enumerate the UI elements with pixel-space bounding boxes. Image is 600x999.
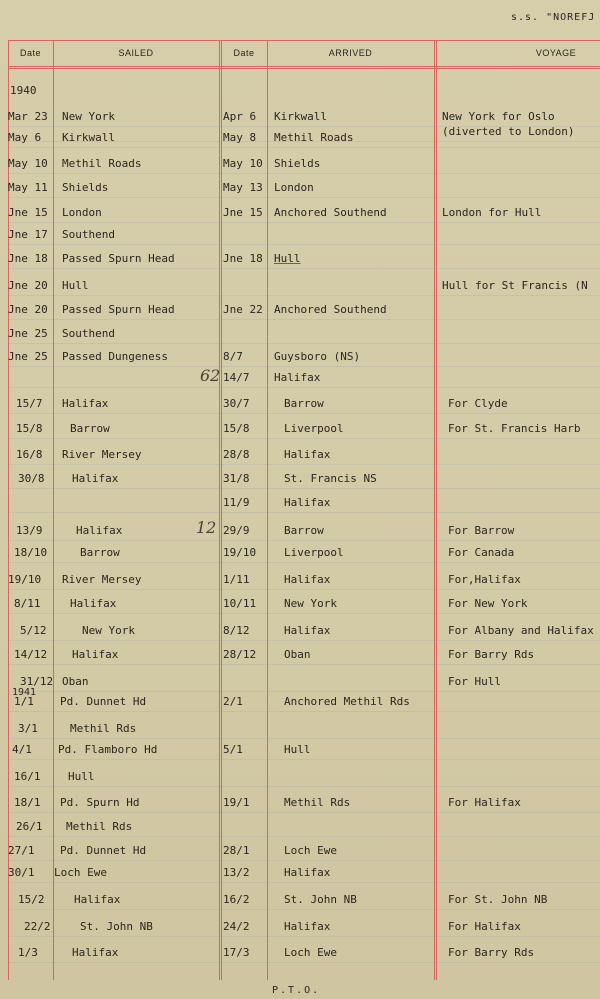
arrived-date: 24/2 xyxy=(223,920,250,933)
sailed-date: May 11 xyxy=(8,181,48,194)
sailed-port: New York xyxy=(62,110,115,123)
sailed-date: 8/11 xyxy=(14,597,41,610)
row-rule xyxy=(8,562,600,563)
row-rule xyxy=(8,613,600,614)
arrived-date: 15/8 xyxy=(223,422,250,435)
sailed-date: 27/1 xyxy=(8,844,35,857)
arrived-date: 28/8 xyxy=(223,448,250,461)
sailed-date: 31/12 xyxy=(20,675,54,688)
sailed-date: Mar 23 xyxy=(8,110,48,123)
arrived-port: Loch Ewe xyxy=(284,946,337,959)
row-rule xyxy=(8,836,600,837)
sailed-port: Southend xyxy=(62,327,115,340)
sailed-port: Halifax xyxy=(74,893,121,906)
sailed-port: Oban xyxy=(62,675,89,688)
sailed-date: Jne 20 xyxy=(8,279,48,292)
arrived-port: Halifax xyxy=(284,448,331,461)
row-rule xyxy=(8,147,600,148)
voyage-note: For Barry Rds xyxy=(448,648,535,661)
arrived-date: May 8 xyxy=(223,131,257,144)
sailed-port: Halifax xyxy=(72,648,119,661)
header-date-arrived: Date xyxy=(233,48,255,58)
sailed-date: Jne 20 xyxy=(8,303,48,316)
arrived-port: Halifax xyxy=(284,573,331,586)
row-rule xyxy=(8,438,600,439)
arrived-port: Halifax xyxy=(284,920,331,933)
sailed-port: Pd. Dunnet Hd xyxy=(60,844,147,857)
row-rule xyxy=(8,936,600,937)
arrived-date: 11/9 xyxy=(223,496,250,509)
sailed-port: Loch Ewe xyxy=(54,866,107,879)
arrived-port: Hull xyxy=(274,252,301,265)
arrived-port: Shields xyxy=(274,157,321,170)
sailed-date: 16/8 xyxy=(16,448,43,461)
sailed-date: 4/1 xyxy=(12,743,32,756)
row-rule xyxy=(8,343,600,344)
arrived-port: Halifax xyxy=(284,496,331,509)
arrived-port: Anchored Southend xyxy=(274,206,387,219)
sailed-port: Passed Spurn Head xyxy=(62,303,175,316)
voyage-note: For Canada xyxy=(448,546,515,559)
rule-header-bottom xyxy=(8,66,600,67)
voyage-note: Hull for St Francis (N xyxy=(442,279,588,292)
sailed-date: Jne 25 xyxy=(8,350,48,363)
row-rule xyxy=(8,268,600,269)
voyage-note: (diverted to London) xyxy=(442,125,575,138)
arrived-date: 16/2 xyxy=(223,893,250,906)
sailed-date: 3/1 xyxy=(18,722,38,735)
sailed-date: Jne 25 xyxy=(8,327,48,340)
row-rule xyxy=(8,711,600,712)
row-rule xyxy=(8,738,600,739)
sailed-date: 18/10 xyxy=(14,546,48,559)
row-rule xyxy=(8,589,600,590)
sailed-port: Hull xyxy=(68,770,95,783)
row-rule xyxy=(8,413,600,414)
row-rule xyxy=(8,540,600,541)
arrived-date: Jne 18 xyxy=(223,252,263,265)
rule-after-sailed-double xyxy=(221,40,222,980)
arrived-date: 28/1 xyxy=(223,844,250,857)
arrived-port: St. John NB xyxy=(284,893,357,906)
sailed-port: Methil Rds xyxy=(70,722,137,735)
sailed-date: 19/10 xyxy=(8,573,42,586)
arrived-port: Anchored Southend xyxy=(274,303,387,316)
arrived-date: 28/12 xyxy=(223,648,257,661)
row-rule xyxy=(8,882,600,883)
voyage-note: New York for Oslo xyxy=(442,110,555,123)
sailed-port: Pd. Flamboro Hd xyxy=(58,743,158,756)
voyage-note: London for Hull xyxy=(442,206,542,219)
arrived-date: May 10 xyxy=(223,157,263,170)
sailed-date: 13/9 xyxy=(16,524,43,537)
row-rule xyxy=(8,366,600,367)
sailed-date: 22/2 xyxy=(24,920,51,933)
voyage-note: For St. John NB xyxy=(448,893,548,906)
arrived-port: New York xyxy=(284,597,337,610)
voyage-note: For Barry Rds xyxy=(448,946,535,959)
header-sailed: SAILED xyxy=(118,48,154,58)
voyage-note: For Halifax xyxy=(448,796,521,809)
row-rule xyxy=(8,691,600,692)
arrived-port: Methil Rds xyxy=(284,796,351,809)
arrived-port: Hull xyxy=(284,743,311,756)
row-rule xyxy=(8,812,600,813)
sailed-port: Hull xyxy=(62,279,89,292)
arrived-date: 1/11 xyxy=(223,573,250,586)
sailed-date: 15/7 xyxy=(16,397,43,410)
sailed-date: Jne 15 xyxy=(8,206,48,219)
row-rule xyxy=(8,197,600,198)
sailed-port: London xyxy=(62,206,102,219)
arrived-date: May 13 xyxy=(223,181,263,194)
voyage-note: For,Halifax xyxy=(448,573,521,586)
arrived-port: Barrow xyxy=(284,524,324,537)
arrived-port: Loch Ewe xyxy=(284,844,337,857)
arrived-date: 13/2 xyxy=(223,866,250,879)
voyage-note: For Barrow xyxy=(448,524,515,537)
arrived-date: Apr 6 xyxy=(223,110,257,123)
sailed-date: May 6 xyxy=(8,131,42,144)
arrived-date: 31/8 xyxy=(223,472,250,485)
arrived-port: Oban xyxy=(284,648,311,661)
arrived-port: Kirkwall xyxy=(274,110,327,123)
row-rule xyxy=(8,860,600,861)
sailed-port: Barrow xyxy=(70,422,110,435)
header-arrived: ARRIVED xyxy=(328,48,373,58)
sailed-port: Passed Dungeness xyxy=(62,350,168,363)
sailed-date: 15/8 xyxy=(16,422,43,435)
sailed-port: Pd. Spurn Hd xyxy=(60,796,140,809)
arrived-date: 8/12 xyxy=(223,624,250,637)
row-rule xyxy=(8,512,600,513)
row-rule xyxy=(8,387,600,388)
sailed-port: Pd. Dunnet Hd xyxy=(60,695,147,708)
sailed-date: Jne 18 xyxy=(8,252,48,265)
row-rule xyxy=(8,962,600,963)
arrived-date: 10/11 xyxy=(223,597,257,610)
sailed-port: Shields xyxy=(62,181,109,194)
arrived-date: 17/3 xyxy=(223,946,250,959)
sailed-date: 14/12 xyxy=(14,648,48,661)
arrived-date: 19/10 xyxy=(223,546,257,559)
arrived-port: Liverpool xyxy=(284,422,344,435)
voyage-note: For St. Francis Harb xyxy=(448,422,581,435)
sailed-date: 1/3 xyxy=(18,946,38,959)
sailed-date: 18/1 xyxy=(14,796,41,809)
handwritten-note: 12 xyxy=(196,518,217,537)
row-rule xyxy=(8,222,600,223)
header-voyage: VOYAGE xyxy=(535,48,577,58)
arrived-port: Halifax xyxy=(274,371,321,384)
sailed-port: Halifax xyxy=(76,524,123,537)
sailed-port: River Mersey xyxy=(62,448,142,461)
rule-after-sailed xyxy=(219,40,220,980)
arrived-port: Guysboro (NS) xyxy=(274,350,361,363)
row-rule xyxy=(8,173,600,174)
sailed-port: River Mersey xyxy=(62,573,142,586)
rule-after-date1 xyxy=(53,40,54,980)
sailed-date: 1/1 xyxy=(14,695,34,708)
voyage-note: For Albany and Halifax xyxy=(448,624,594,637)
voyage-note: For New York xyxy=(448,597,528,610)
arrived-date: Jne 22 xyxy=(223,303,263,316)
page-turn-note: P.T.O. xyxy=(272,985,321,996)
sailed-date: 30/8 xyxy=(18,472,45,485)
sailed-port: Southend xyxy=(62,228,115,241)
sailed-date: Jne 17 xyxy=(8,228,48,241)
sailed-port: Halifax xyxy=(70,597,117,610)
year-1941: 1941 xyxy=(12,687,37,698)
rule-after-date2 xyxy=(267,40,268,980)
row-rule xyxy=(8,759,600,760)
rule-top xyxy=(8,40,600,41)
row-rule xyxy=(8,909,600,910)
sailed-port: Halifax xyxy=(72,472,119,485)
sailed-date: 15/2 xyxy=(18,893,45,906)
arrived-date: 2/1 xyxy=(223,695,243,708)
sailed-port: Barrow xyxy=(80,546,120,559)
arrived-port: Barrow xyxy=(284,397,324,410)
row-rule xyxy=(8,664,600,665)
arrived-date: 5/1 xyxy=(223,743,243,756)
row-rule xyxy=(8,319,600,320)
row-rule xyxy=(8,244,600,245)
sailed-date: 16/1 xyxy=(14,770,41,783)
row-rule xyxy=(8,640,600,641)
arrived-date: 30/7 xyxy=(223,397,250,410)
arrived-date: 8/7 xyxy=(223,350,243,363)
sailed-date: 26/1 xyxy=(16,820,43,833)
arrived-date: 19/1 xyxy=(223,796,250,809)
sailed-date: 5/12 xyxy=(20,624,47,637)
sailed-port: St. John NB xyxy=(80,920,153,933)
row-rule xyxy=(8,786,600,787)
row-rule xyxy=(8,488,600,489)
sailed-port: New York xyxy=(82,624,135,637)
arrived-port: St. Francis NS xyxy=(284,472,377,485)
arrived-date: 14/7 xyxy=(223,371,250,384)
voyage-note: For Hull xyxy=(448,675,501,688)
arrived-port: London xyxy=(274,181,314,194)
header-date-sailed: Date xyxy=(19,48,41,58)
row-rule xyxy=(8,464,600,465)
row-rule xyxy=(8,295,600,296)
arrived-date: Jne 15 xyxy=(223,206,263,219)
sailed-port: Kirkwall xyxy=(62,131,115,144)
arrived-port: Halifax xyxy=(284,866,331,879)
sailed-date: May 10 xyxy=(8,157,48,170)
sailed-port: Halifax xyxy=(72,946,119,959)
arrived-date: 29/9 xyxy=(223,524,250,537)
sailed-port: Halifax xyxy=(62,397,109,410)
sailed-port: Passed Spurn Head xyxy=(62,252,175,265)
rule-header-bottom-double xyxy=(8,68,600,69)
arrived-port: Methil Roads xyxy=(274,131,354,144)
year-1940: 1940 xyxy=(10,84,37,97)
rule-after-arrived xyxy=(434,40,435,980)
sailed-date: 30/1 xyxy=(8,866,35,879)
handwritten-note: 62 xyxy=(200,366,221,385)
voyage-note: For Halifax xyxy=(448,920,521,933)
ship-title: s.s. "NOREFJ xyxy=(511,12,596,23)
voyage-note: For Clyde xyxy=(448,397,508,410)
rule-after-arrived-double xyxy=(436,40,437,980)
arrived-port: Anchored Methil Rds xyxy=(284,695,410,708)
sailed-port: Methil Rds xyxy=(66,820,133,833)
arrived-port: Liverpool xyxy=(284,546,344,559)
arrived-port: Halifax xyxy=(284,624,331,637)
sailed-port: Methil Roads xyxy=(62,157,142,170)
